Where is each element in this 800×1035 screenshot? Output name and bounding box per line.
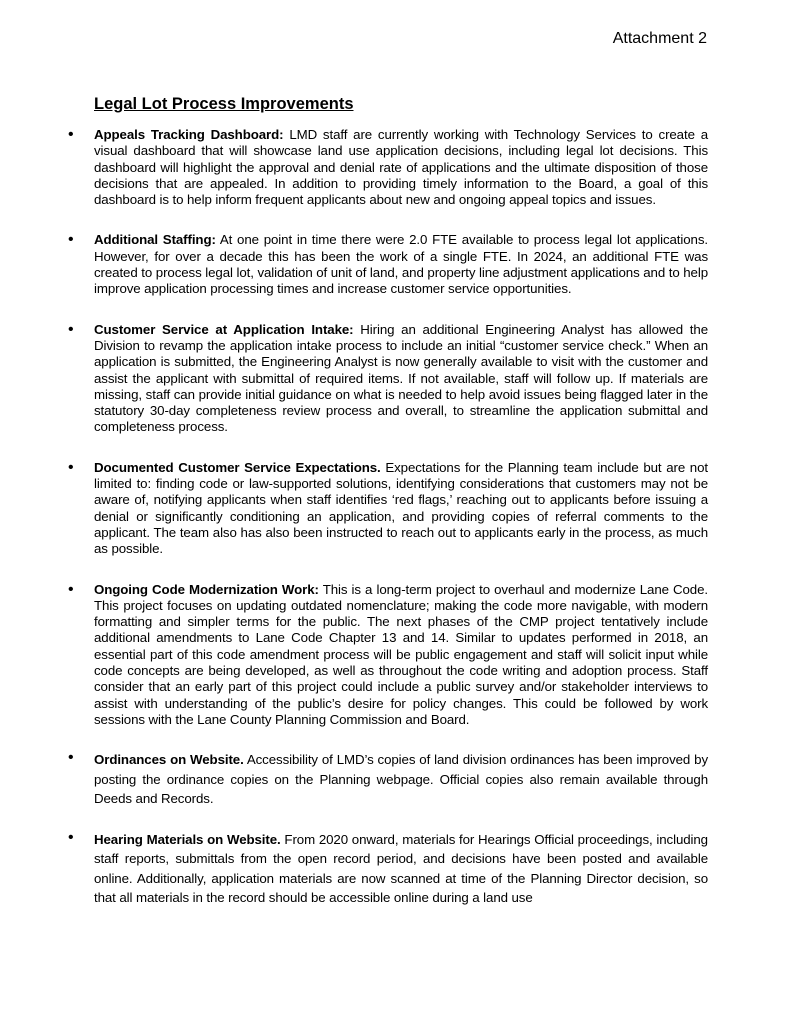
bullet-icon: •: [68, 231, 74, 249]
item-text: [94, 232, 708, 297]
list-item: [68, 580, 708, 729]
item-lead: Ongoing Code Modernization Work:: [94, 581, 319, 597]
item-body: Accessibility of LMD’s copies of land division ordinances has been improved by posting the ordinance copies on the Planning webpage. Official copies also remain available through Deeds and Records.: [94, 752, 708, 807]
improvements-list: [68, 126, 709, 908]
item-text: [94, 322, 708, 436]
list-item: [68, 320, 708, 436]
item-text: [94, 750, 708, 809]
list-item: [68, 458, 708, 558]
item-text: [94, 830, 708, 908]
item-body: This is a long-term project to overhaul and modernize Lane Code. This project focuses on updating outdated nomenclature; making the code more navigable, with modern formatting and simpler terms for the public. The next phases of the CMP project tentatively include additional amendments to Lane Code Chapter 13 and 14. Similar to updates performed in 2018, an essential part of this code amendment process will be public engagement and staff will solicit input while code concepts are being developed, as well as throughout the code writing and adoption process. Staff consider that an early part of this project could include a public survey and/or stakeholder interviews to assist with understanding of the public’s desire for policy changes. This could be followed by work sessions with the Lane County Planning Commission and Board.: [94, 581, 708, 727]
bullet-icon: •: [68, 580, 74, 598]
section-heading: Legal Lot Process Improvements: [94, 95, 354, 113]
bullet-icon: •: [68, 458, 74, 476]
item-text: [94, 127, 708, 208]
item-lead: Documented Customer Service Expectations.: [94, 459, 381, 475]
bullet-icon: •: [68, 126, 74, 143]
item-lead: Customer Service at Application Intake:: [94, 321, 354, 337]
bullet-icon: •: [68, 749, 74, 767]
list-item: [68, 231, 708, 297]
item-body: At one point in time there were 2.0 FTE available to process legal lot applications. However, for over a decade this has been the work of a single FTE. In 2024, an additional FTE was created to process legal lot, validation of unit of land, and property line adjustment applications and to help improve application processing times and increase customer service opportunities.: [94, 232, 708, 297]
item-lead: Ordinances on Website.: [94, 752, 244, 768]
bullet-icon: •: [68, 320, 74, 338]
item-body: Expectations for the Planning team include but are not limited to: finding code or law-supported solutions, identifying considerations that customers may not be aware of, notifying applicants when staff identifies ‘red flags,’ reaching out to applicants before issuing a denial or significantly conditioning an application, and providing copies of referral comments to the applicant. The team also has also been instructed to reach out to applicants early in the process, as much as possible.: [94, 459, 708, 557]
item-body: LMD staff are currently working with Technology Services to create a visual dashboard that will showcase land use application decisions, including legal lot decisions. This dashboard will highlight the approval and denial rate of applications and the ultimate disposition of those decisions that are appealed. In addition to providing timely information to the Board, a goal of this dashboard is to help inform frequent applicants about new and ongoing appeal topics and issues.: [94, 127, 709, 208]
attachment-label: Attachment 2: [612, 30, 707, 47]
item-lead: Hearing Materials on Website.: [94, 831, 281, 847]
item-body: Hiring an additional Engineering Analyst has allowed the Division to revamp the application intake process to include an initial “customer service check.” When an application is submitted, the Engineering Analyst is now generally available to visit with the customer and assist the applicant with submittal of required items. If not available, staff will follow up. If materials are missing, staff can provide initial guidance on what is needed to help avoid issues being flagged later in the statutory 30-day completeness review process and overall, to streamline the application submittal and completeness process.: [94, 321, 708, 435]
list-item: [68, 828, 708, 908]
item-lead: Additional Staffing:: [94, 232, 216, 248]
list-item: [68, 126, 709, 208]
bullet-icon: •: [68, 828, 74, 846]
item-lead: Appeals Tracking Dashboard:: [94, 127, 284, 142]
item-body: From 2020 onward, materials for Hearings Official proceedings, including staff reports, submittals from the open record period, and decisions have been posted and available online. Additionally, application materials are now scanned at time of the Planning Director decision, so that all materials in the record should be accessible online during a land use: [94, 831, 708, 906]
item-text: [94, 460, 708, 558]
item-text: [94, 582, 708, 729]
list-item: [68, 749, 708, 809]
